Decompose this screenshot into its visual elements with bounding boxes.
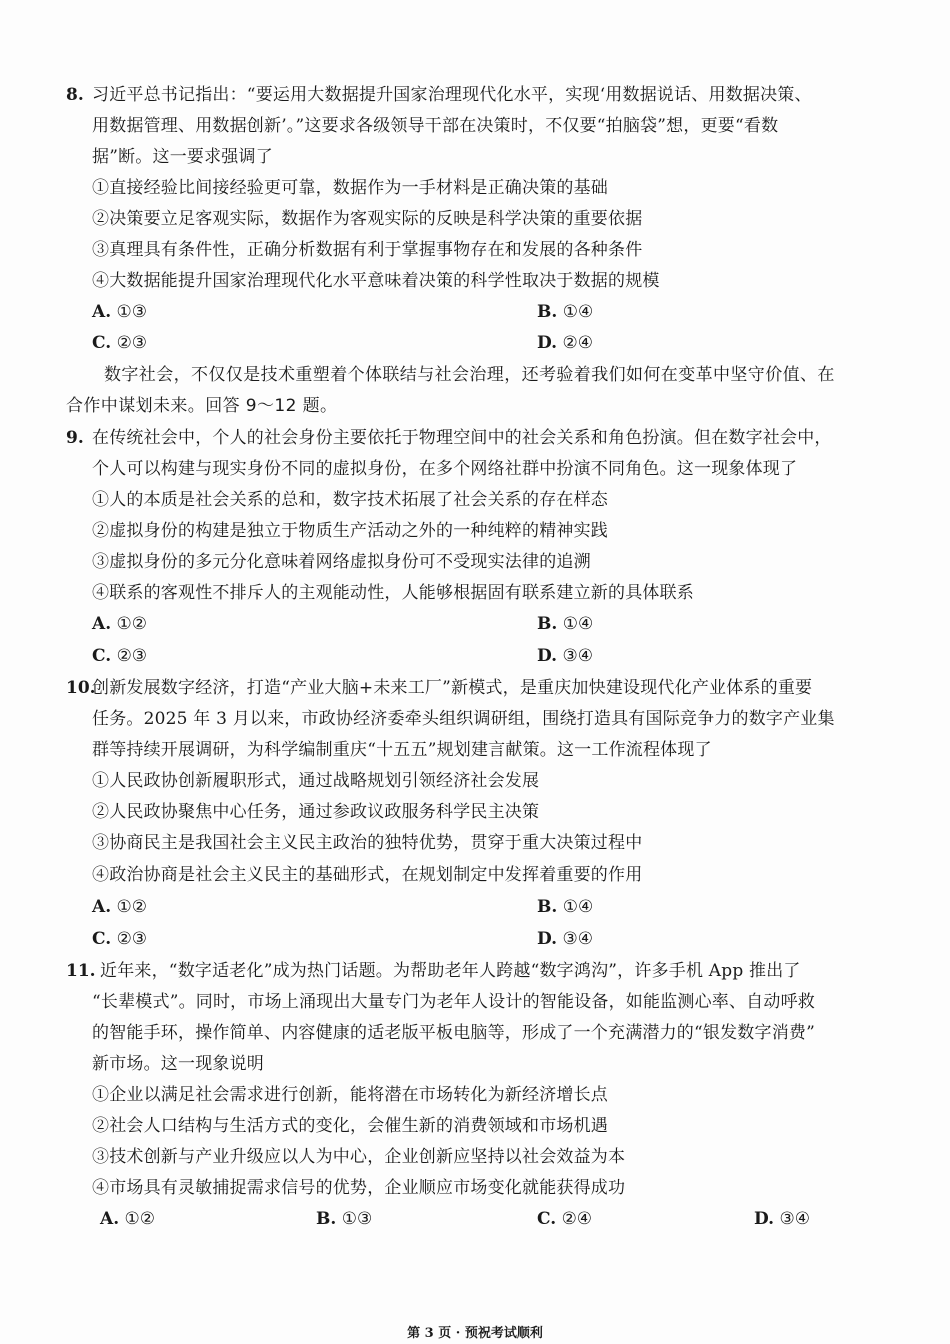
question-stem-line: 近年来，“数字适老化”成为热门话题。为帮助老年人跨越“数字鸿沟”，许多手机 App 推出了 [100, 961, 801, 981]
option-letter: C. [92, 646, 112, 666]
statement: ②决策要立足客观实际，数据作为客观实际的反映是科学决策的重要依据 [92, 209, 643, 229]
option-b[interactable] [537, 301, 593, 323]
statement: ②人民政协聚焦中心任务，通过参政议政服务科学民主决策 [92, 802, 540, 822]
statement: ④政治协商是社会主义民主的基础形式，在规划制定中发挥着重要的作用 [92, 865, 643, 885]
statement: ④联系的客观性不排斥人的主观能动性，人能够根据固有联系建立新的具体联系 [92, 583, 694, 603]
option-letter: A. [92, 897, 112, 917]
statement: ③虚拟身份的多元分化意味着网络虚拟身份可不受现实法律的追溯 [92, 552, 591, 572]
option-c[interactable] [537, 1208, 592, 1230]
option-text: ①② [124, 1209, 155, 1229]
question-stem-line: 创新发展数字经济，打造“产业大脑+未来工厂”新模式，是重庆加快建设现代化产业体系的重要 [92, 678, 813, 698]
statement: ④市场具有灵敏捕捉需求信号的优势，企业顺应市场变化就能获得成功 [92, 1178, 626, 1198]
question-number: 9. [66, 428, 84, 448]
question-stem-line: 用数据管理、用数据创新’。”这要求各级领导干部在决策时，不仅要“拍脑袋”想，更要“看数 [92, 116, 779, 136]
option-a[interactable] [92, 896, 147, 918]
question-stem-line: 群等持续开展调研，为科学编制重庆“十五五”规划建言献策。这一工作流程体现了 [92, 740, 712, 760]
option-letter: B. [537, 302, 558, 322]
statement: ②虚拟身份的构建是独立于物质生产活动之外的一种纯粹的精神实践 [92, 521, 608, 541]
option-c[interactable] [92, 332, 147, 354]
option-text: ③④ [562, 646, 593, 666]
page-footer: 第 3 页 · 预祝考试顺利 [407, 1326, 543, 1341]
option-letter: A. [92, 302, 112, 322]
passage-line: 数字社会，不仅仅是技术重塑着个体联结与社会治理，还考验着我们如何在变革中坚守价值、在 [104, 365, 835, 385]
option-d[interactable] [537, 928, 593, 950]
statement: ①人民政协创新履职形式，通过战略规划引领经济社会发展 [92, 771, 540, 791]
question-stem-line: 在传统社会中，个人的社会身份主要依托于物理空间中的社会关系和角色扮演。但在数字社会中， [92, 428, 832, 448]
question-stem-line: 习近平总书记指出：“要运用大数据提升国家治理现代化水平，实现‘用数据说话、用数据决策、 [92, 85, 812, 105]
option-letter: B. [537, 614, 558, 634]
question-stem-line: 新市场。这一现象说明 [92, 1054, 264, 1074]
question-number: 10. [66, 678, 96, 698]
option-b[interactable] [537, 896, 593, 918]
option-text: ③④ [562, 929, 593, 949]
statement: ①人的本质是社会关系的总和，数字技术拓展了社会关系的存在样态 [92, 490, 608, 510]
statement: ①直接经验比间接经验更可靠，数据作为一手材料是正确决策的基础 [92, 178, 608, 198]
option-letter: D. [537, 929, 558, 949]
option-c[interactable] [92, 645, 147, 667]
option-text: ②④ [561, 1209, 593, 1229]
question-number: 11. [66, 961, 96, 981]
question-stem-line: “长辈模式”。同时，市场上涌现出大量专门为老年人设计的智能设备，如能监测心率、自动呼救 [92, 992, 815, 1012]
option-letter: D. [537, 646, 558, 666]
option-letter: C. [92, 929, 112, 949]
statement: ③协商民主是我国社会主义民主政治的独特优势，贯穿于重大决策过程中 [92, 833, 643, 853]
option-letter: A. [100, 1209, 120, 1229]
option-c[interactable] [92, 928, 147, 950]
option-letter: C. [92, 333, 112, 353]
option-b[interactable] [537, 613, 593, 635]
option-d[interactable] [754, 1208, 810, 1230]
statement: ④大数据能提升国家治理现代化水平意味着决策的科学性取决于数据的规模 [92, 271, 660, 291]
option-text: ②③ [116, 929, 148, 949]
question-stem-line: 个人可以构建与现实身份不同的虚拟身份，在多个网络社群中扮演不同角色。这一现象体现了 [92, 459, 798, 479]
passage-line: 合作中谋划未来。回答 9～12 题。 [66, 396, 338, 416]
statement: ②社会人口结构与生活方式的变化，会催生新的消费领域和市场机遇 [92, 1116, 608, 1136]
option-a[interactable] [92, 613, 147, 635]
option-text: ①③ [116, 302, 147, 322]
statement: ③真理具有条件性，正确分析数据有利于掌握事物存在和发展的各种条件 [92, 240, 643, 260]
option-text: ①④ [562, 302, 594, 322]
option-letter: C. [537, 1209, 557, 1229]
question-stem-line: 据”断。这一要求强调了 [92, 147, 273, 167]
option-text: ③④ [779, 1209, 810, 1229]
option-d[interactable] [537, 645, 593, 667]
option-text: ②④ [562, 333, 593, 353]
option-d[interactable] [537, 332, 593, 354]
option-a[interactable] [100, 1208, 155, 1230]
option-b[interactable] [316, 1208, 372, 1230]
option-text: ①④ [562, 897, 594, 917]
option-letter: D. [537, 333, 558, 353]
option-letter: D. [754, 1209, 775, 1229]
option-letter: B. [537, 897, 558, 917]
option-text: ①② [116, 614, 147, 634]
statement: ③技术创新与产业升级应以人为中心，企业创新应坚持以社会效益为本 [92, 1147, 626, 1167]
option-letter: A. [92, 614, 112, 634]
option-text: ①④ [562, 614, 594, 634]
question-stem-line: 任务。2025 年 3 月以来，市政协经济委牵头组织调研组，围绕打造具有国际竞争力的数字产业集 [92, 709, 835, 729]
option-text: ②③ [116, 646, 148, 666]
question-number: 8. [66, 85, 84, 105]
option-letter: B. [316, 1209, 337, 1229]
option-text: ②③ [116, 333, 148, 353]
statement: ①企业以满足社会需求进行创新，能将潜在市场转化为新经济增长点 [92, 1085, 608, 1105]
option-a[interactable] [92, 301, 147, 323]
question-stem-line: 的智能手环，操作简单、内容健康的适老版平板电脑等，形成了一个充满潜力的“银发数字消费” [92, 1023, 815, 1043]
option-text: ①② [116, 897, 147, 917]
option-text: ①③ [341, 1209, 373, 1229]
